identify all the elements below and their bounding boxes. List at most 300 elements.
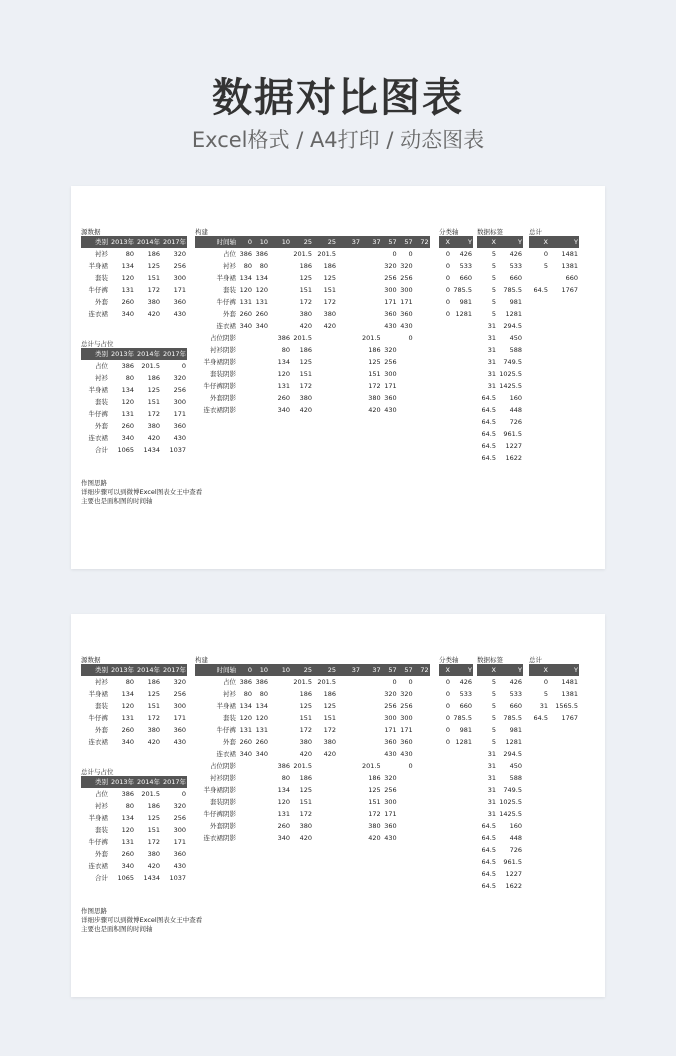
table-row (195, 748, 430, 760)
table-cell: 533 (509, 262, 522, 270)
table-cell: 131 (121, 838, 134, 846)
table-cell (398, 832, 414, 844)
table-cell: 256 (384, 274, 397, 282)
column-header: 37 (337, 236, 361, 248)
table-cell: 64.5 (533, 286, 548, 294)
table-cell: 125 (368, 358, 381, 366)
data-labels-table (477, 236, 523, 464)
table-cell (361, 272, 382, 284)
table-cell: 171 (173, 714, 186, 722)
table-cell: 320 (384, 774, 397, 782)
table-cell (313, 380, 337, 392)
note-line: 作图思路 (81, 907, 107, 915)
table-cell: 64.5 (481, 442, 496, 450)
table-cell: 172 (147, 714, 160, 722)
table-cell: 380 (368, 822, 381, 830)
table-cell: 1425.5 (499, 810, 522, 818)
category-axis-section (439, 228, 473, 320)
table-cell (269, 296, 291, 308)
totals-table-header-row (529, 236, 579, 248)
table-cell: 外套 (95, 422, 108, 430)
table-cell: 连衣裙 (88, 434, 108, 442)
table-cell: 5 (491, 714, 496, 722)
table-cell: 1227 (505, 442, 522, 450)
table-cell: 125 (299, 358, 312, 366)
build-section (195, 228, 430, 416)
table-cell: 5 (491, 250, 496, 258)
table-cell (237, 796, 253, 808)
table-cell (237, 832, 253, 844)
table-row (477, 308, 523, 320)
table-cell: 380 (299, 822, 312, 830)
table-row (477, 320, 523, 332)
table-cell (237, 344, 253, 356)
table-row (81, 712, 187, 724)
table-cell: 64.5 (533, 714, 548, 722)
table-cell: 172 (147, 838, 160, 846)
table-row (439, 284, 473, 296)
table-cell: 半身裙 (88, 386, 108, 394)
table-cell: 125 (147, 814, 160, 822)
table-row (439, 248, 473, 260)
table-cell: 340 (277, 406, 290, 414)
table-cell: 外套阴影 (210, 822, 236, 830)
table-cell: 0 (408, 678, 413, 686)
table-cell: 外套 (95, 726, 108, 734)
table-cell: 430 (400, 322, 413, 330)
table-cell (398, 796, 414, 808)
table-cell: 连衣裙 (88, 738, 108, 746)
table-cell: 31 (487, 346, 496, 354)
table-cell: 0 (445, 286, 450, 294)
table-cell: 131 (121, 286, 134, 294)
table-row (477, 380, 523, 392)
table-cell: 172 (323, 298, 336, 306)
table-cell: 0 (445, 274, 450, 282)
table-cell: 牛仔裤 (216, 726, 236, 734)
table-cell (398, 392, 414, 404)
data-labels-table-header-row (477, 664, 523, 676)
table-cell: 151 (299, 714, 312, 722)
table-cell: 1065 (117, 446, 134, 454)
table-cell: 1227 (505, 870, 522, 878)
table-cell: 衬衫 (95, 374, 108, 382)
source-data-table-header-row (81, 664, 187, 676)
table-cell: 125 (299, 702, 312, 710)
table-row (81, 872, 187, 884)
table-cell: 64.5 (481, 454, 496, 462)
column-header: 2017年 (162, 666, 186, 674)
table-cell: 1481 (561, 678, 578, 686)
table-cell (361, 296, 382, 308)
table-cell (361, 260, 382, 272)
column-header: 2013年 (110, 238, 134, 246)
table-cell: 151 (299, 798, 312, 806)
table-cell: 300 (384, 798, 397, 806)
table-cell (269, 284, 291, 296)
table-cell: 120 (121, 826, 134, 834)
table-cell (313, 356, 337, 368)
table-cell: 172 (323, 726, 336, 734)
table-cell (253, 820, 269, 832)
table-cell: 151 (299, 286, 312, 294)
table-cell: 201.5 (317, 678, 336, 686)
table-row (195, 832, 430, 844)
note-line: 详细步骤可以到微博Excel图表女王中查看 (81, 488, 203, 496)
build-section-title: 构建 (195, 656, 208, 664)
table-cell: 衬衫 (223, 690, 236, 698)
table-row (195, 356, 430, 368)
column-header: 2014年 (136, 238, 160, 246)
table-cell: 31 (487, 334, 496, 342)
table-cell: 0 (445, 738, 450, 746)
table-cell: 426 (459, 678, 472, 686)
table-cell: 占位 (223, 250, 236, 258)
table-cell (398, 808, 414, 820)
table-cell: 172 (299, 382, 312, 390)
table-row (477, 844, 523, 856)
chart-notes (81, 907, 202, 934)
total-share-section-title: 总计与占位 (81, 768, 114, 776)
column-header: 37 (361, 236, 382, 248)
column-header: Y (497, 236, 523, 248)
table-cell (361, 736, 382, 748)
table-row (477, 284, 523, 296)
table-cell: 125 (147, 690, 160, 698)
table-row (195, 296, 430, 308)
table-row (81, 676, 187, 688)
totals-table-header-row (529, 664, 579, 676)
table-cell: 420 (323, 322, 336, 330)
table-cell: 320 (173, 802, 186, 810)
table-cell (337, 760, 361, 772)
table-cell: 171 (173, 286, 186, 294)
table-cell: 533 (459, 262, 472, 270)
note-line: 详细步骤可以到微博Excel图表女王中查看 (81, 916, 203, 924)
table-row (439, 260, 473, 272)
table-cell: 386 (277, 762, 290, 770)
table-cell: 380 (299, 738, 312, 746)
table-cell: 134 (121, 262, 134, 270)
table-cell (313, 760, 337, 772)
table-cell (398, 368, 414, 380)
column-header: 时间轴 (195, 236, 237, 248)
table-cell: 64.5 (481, 870, 496, 878)
table-cell: 340 (255, 750, 268, 758)
table-cell (398, 380, 414, 392)
table-cell (361, 320, 382, 332)
table-cell: 660 (459, 274, 472, 282)
column-header: X (439, 664, 451, 676)
table-cell (337, 748, 361, 760)
table-cell: 134 (255, 702, 268, 710)
table-cell: 340 (121, 862, 134, 870)
table-cell: 80 (259, 690, 268, 698)
table-cell: 340 (239, 750, 252, 758)
table-cell (361, 308, 382, 320)
column-header: 10 (269, 236, 291, 248)
table-cell: 660 (509, 274, 522, 282)
table-cell: 426 (459, 250, 472, 258)
table-cell: 749.5 (503, 786, 522, 794)
table-cell: 430 (173, 738, 186, 746)
column-header: 37 (361, 664, 382, 676)
table-cell: 260 (121, 726, 134, 734)
table-cell: 1281 (455, 310, 472, 318)
table-cell: 64.5 (481, 822, 496, 830)
table-cell: 套装 (95, 398, 108, 406)
table-cell: 120 (121, 702, 134, 710)
table-cell: 连衣裙阴影 (203, 834, 236, 842)
table-cell: 320 (400, 262, 413, 270)
table-row (81, 824, 187, 836)
table-cell: 134 (121, 386, 134, 394)
table-row (529, 248, 579, 260)
table-cell (313, 832, 337, 844)
table-cell: 340 (255, 322, 268, 330)
column-header: 25 (291, 236, 313, 248)
column-header: 57 (382, 664, 398, 676)
table-cell: 172 (147, 410, 160, 418)
table-cell: 420 (147, 738, 160, 746)
table-cell (237, 368, 253, 380)
table-cell: 半身裙 (88, 814, 108, 822)
table-row (81, 308, 187, 320)
table-cell: 牛仔裤 (88, 714, 108, 722)
table-cell: 牛仔裤 (88, 410, 108, 418)
table-cell: 衬衫阴影 (210, 774, 236, 782)
table-row (81, 688, 187, 700)
column-header: X (439, 236, 451, 248)
table-cell (237, 760, 253, 772)
table-cell: 420 (147, 434, 160, 442)
column-header: Y (497, 664, 523, 676)
table-cell: 套装阴影 (210, 370, 236, 378)
table-cell (361, 248, 382, 260)
table-cell: 1025.5 (499, 370, 522, 378)
page-subtitle: Excel格式 / A4打印 / 动态图表 (191, 128, 485, 152)
table-cell: 981 (509, 298, 522, 306)
table-cell: 360 (384, 310, 397, 318)
table-cell (253, 332, 269, 344)
table-cell (237, 380, 253, 392)
table-cell: 套装阴影 (210, 798, 236, 806)
table-cell: 套装 (95, 702, 108, 710)
table-cell: 125 (147, 386, 160, 394)
table-cell: 半身裙 (88, 690, 108, 698)
table-cell: 64.5 (481, 418, 496, 426)
table-row (81, 444, 187, 456)
table-cell: 134 (277, 786, 290, 794)
table-cell: 占位 (223, 678, 236, 686)
table-cell: 380 (147, 726, 160, 734)
table-cell: 半身裙 (88, 262, 108, 270)
table-cell: 0 (543, 678, 548, 686)
table-cell: 64.5 (481, 882, 496, 890)
table-row (529, 700, 579, 712)
totals-section-title: 总计 (529, 228, 542, 236)
table-cell (337, 808, 361, 820)
table-row (477, 248, 523, 260)
table-cell: 420 (299, 834, 312, 842)
table-cell (313, 772, 337, 784)
table-cell (253, 380, 269, 392)
table-cell: 1434 (143, 874, 160, 882)
table-row (477, 404, 523, 416)
table-cell: 172 (299, 298, 312, 306)
table-cell (337, 796, 361, 808)
table-row (195, 724, 430, 736)
table-cell: 1767 (561, 286, 578, 294)
table-cell: 连衣裙 (88, 862, 108, 870)
table-cell: 64.5 (481, 430, 496, 438)
table-cell: 256 (173, 262, 186, 270)
table-cell (398, 820, 414, 832)
table-cell: 120 (255, 714, 268, 722)
table-cell (382, 332, 398, 344)
table-cell (237, 808, 253, 820)
table-cell: 320 (173, 678, 186, 686)
table-cell: 占位 (95, 362, 108, 370)
table-cell: 340 (277, 834, 290, 842)
table-cell: 衬衫 (223, 262, 236, 270)
table-cell: 0 (445, 250, 450, 258)
table-cell: 131 (277, 382, 290, 390)
table-row (477, 868, 523, 880)
source-data-section-title: 源数据 (81, 656, 101, 664)
table-row (195, 712, 430, 724)
column-header: 25 (291, 664, 313, 676)
table-cell: 201.5 (293, 678, 312, 686)
table-cell: 420 (147, 310, 160, 318)
table-cell (337, 712, 361, 724)
table-cell: 256 (173, 386, 186, 394)
table-cell (253, 832, 269, 844)
table-row (81, 788, 187, 800)
column-header: X (477, 664, 497, 676)
table-cell (398, 772, 414, 784)
table-row (195, 248, 430, 260)
table-cell (337, 320, 361, 332)
table-cell: 0 (181, 362, 186, 370)
table-cell: 201.5 (293, 250, 312, 258)
build-section-title: 构建 (195, 228, 208, 236)
table-cell: 300 (400, 714, 413, 722)
table-row (195, 272, 430, 284)
table-cell: 5 (543, 690, 548, 698)
table-cell: 380 (323, 310, 336, 318)
column-header: 2014年 (136, 778, 160, 786)
table-cell: 0 (408, 762, 413, 770)
table-row (81, 272, 187, 284)
table-row (477, 392, 523, 404)
table-cell: 430 (400, 750, 413, 758)
table-cell: 0 (445, 678, 450, 686)
table-cell: 172 (368, 810, 381, 818)
table-cell: 牛仔裤 (88, 286, 108, 294)
table-cell (253, 344, 269, 356)
table-cell: 340 (121, 310, 134, 318)
table-row (439, 272, 473, 284)
spreadsheet-preview-2 (71, 614, 605, 997)
table-cell: 1381 (561, 262, 578, 270)
table-cell: 171 (384, 382, 397, 390)
data-labels-section (477, 656, 523, 892)
table-cell: 80 (125, 374, 134, 382)
table-row (81, 360, 187, 372)
table-cell: 360 (173, 850, 186, 858)
table-cell: 300 (384, 286, 397, 294)
table-cell: 5 (543, 262, 548, 270)
total-share-table-header-row (81, 348, 187, 360)
table-cell: 衬衫阴影 (210, 346, 236, 354)
page-title: 数据对比图表 (212, 75, 464, 121)
table-cell: 426 (509, 250, 522, 258)
table-cell: 260 (121, 422, 134, 430)
table-cell: 380 (299, 310, 312, 318)
table-cell: 448 (509, 406, 522, 414)
table-cell (361, 676, 382, 688)
total-share-section-title: 总计与占位 (81, 340, 114, 348)
table-row (81, 812, 187, 824)
column-header: 2013年 (110, 778, 134, 786)
table-cell: 31 (487, 370, 496, 378)
table-cell: 外套 (223, 310, 236, 318)
table-cell: 380 (147, 298, 160, 306)
column-header: 类别 (81, 664, 109, 676)
table-cell (337, 344, 361, 356)
table-cell (313, 332, 337, 344)
column-header: 2017年 (162, 238, 186, 246)
table-cell: 120 (277, 798, 290, 806)
table-cell: 360 (384, 394, 397, 402)
table-cell: 186 (147, 374, 160, 382)
table-row (477, 712, 523, 724)
table-cell (269, 272, 291, 284)
table-cell: 420 (299, 750, 312, 758)
table-cell: 1281 (505, 738, 522, 746)
table-cell: 785.5 (503, 714, 522, 722)
table-cell: 31 (487, 798, 496, 806)
table-cell (361, 712, 382, 724)
table-cell: 961.5 (503, 430, 522, 438)
column-header: X (529, 236, 549, 248)
table-cell: 420 (147, 862, 160, 870)
table-cell: 80 (243, 262, 252, 270)
column-header: 类别 (81, 236, 109, 248)
table-row (195, 796, 430, 808)
table-cell: 连衣裙阴影 (203, 406, 236, 414)
table-cell: 131 (255, 726, 268, 734)
table-row (477, 452, 523, 464)
table-cell: 320 (384, 262, 397, 270)
table-row (529, 272, 579, 284)
table-cell: 386 (121, 790, 134, 798)
category-axis-table-header-row (439, 236, 473, 248)
table-cell: 80 (281, 346, 290, 354)
table-row (439, 308, 473, 320)
table-cell: 134 (255, 274, 268, 282)
table-cell: 260 (255, 738, 268, 746)
table-cell (253, 368, 269, 380)
table-cell: 125 (323, 274, 336, 282)
table-cell (337, 356, 361, 368)
data-labels-section-title: 数据标签 (477, 228, 503, 236)
totals-table (529, 664, 579, 724)
table-cell: 961.5 (503, 858, 522, 866)
table-cell (253, 784, 269, 796)
table-row (477, 416, 523, 428)
